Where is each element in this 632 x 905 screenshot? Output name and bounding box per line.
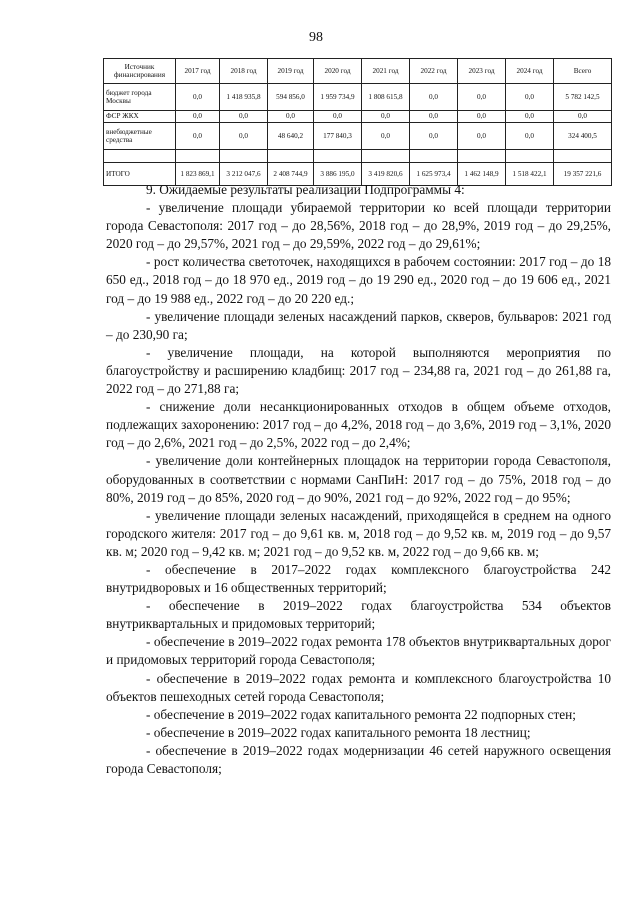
table-header-cell: 2018 год [220,59,268,84]
table-cell: 5 782 142,5 [554,84,612,111]
table-cell: 0,0 [176,123,220,150]
table-cell: 0,0 [458,111,506,123]
table-cell: 1 959 734,9 [314,84,362,111]
list-item: - обеспечение в 2019–2022 годах ремонта 178 объектов внутриквартальных дорог и придомовых территорий города Севастополя; [106,634,611,668]
table-header-cell: Источник финансирования [104,59,176,84]
table-cell: 324 400,5 [554,123,612,150]
list-item: - обеспечение в 2019–2022 годах капитального ремонта 22 подпорных стен; [146,706,576,722]
list-item: - рост количества светоточек, находящихся в рабочем состоянии: 2017 год – до 18 650 ед., 2018 год – до 18 970 ед., 2019 год – до 19 290 ед., 2020 год – до 19 606 ед., 2021 год – до 19 988 ед., 2022 год – до 20 220 ед.; [106,254,611,306]
list-item: - обеспечение в 2019–2022 годах ремонта и комплексного благоустройства 10 объектов пешеходных сетей города Севастополя; [106,670,611,704]
table-cell: 19 357 221,6 [554,163,612,186]
table-cell: 0,0 [458,84,506,111]
results-section [106,181,611,778]
table-cell: 0,0 [220,111,268,123]
table-header-cell: 2020 год [314,59,362,84]
list-item: - снижение доли несанкционированных отходов в общем объеме отходов, подлежащих захоронению: 2017 год – до 4,2%, 2018 год – до 3,6%, 2019 год – 3,1%, 2020 год – до 2,6%, 2021 год – до 2,5%, 2022 год – до 2,4%; [106,399,611,451]
table-cell: 3 886 195,0 [314,163,362,186]
table-header-cell: 2017 год [176,59,220,84]
list-item: - обеспечение в 2017–2022 годах комплексного благоустройства 242 внутридворовых и 16 общественных территорий; [106,561,611,596]
table-cell: 3 419 820,6 [362,163,410,186]
table-cell: 0,0 [176,84,220,111]
list-item: - обеспечение в 2019–2022 годах капитального ремонта 18 лестниц; [146,724,531,740]
table-empty-row [104,150,612,163]
table-header-cell: 2021 год [362,59,410,84]
table-cell: 0,0 [314,111,362,123]
table-header-cell: 2024 год [506,59,554,84]
row-label-cell: бюджет города Москвы [104,84,176,111]
table-row [104,111,612,123]
table-row [104,123,612,150]
row-label-cell: ИТОГО [104,163,176,186]
table-cell: 0,0 [176,111,220,123]
table-cell: 0,0 [458,123,506,150]
table-cell: 0,0 [410,123,458,150]
list-item: - увеличение площади зеленых насаждений парков, скверов, бульваров: 2021 год – до 230,90 га; [106,308,611,342]
table-cell: 1 808 615,8 [362,84,410,111]
table-cell: 0,0 [506,84,554,111]
table-cell: 0,0 [362,123,410,150]
table-cell: 594 856,0 [268,84,314,111]
table-header-row [104,59,612,84]
table-header-cell: Всего [554,59,612,84]
list-item: - увеличение доли контейнерных площадок на территории города Севастополя, оборудованных в соответствии с нормами СанПиН: 2017 год – до 75%, 2018 год – до 80%, 2019 год – до 85%, 2020 год – до 90%, 2021 год – до 92%, 2022 год – до 95%; [106,453,611,505]
table-cell: 0,0 [410,84,458,111]
table-cell: 177 840,3 [314,123,362,150]
table-cell: 1 625 973,4 [410,163,458,186]
table-cell: 1 462 148,9 [458,163,506,186]
table-cell: 0,0 [506,111,554,123]
list-item: - увеличение площади убираемой территории ко всей площади территории города Севастополя: 2017 год – до 28,56%, 2018 год – до 28,9%, 2019 год – до 29,25%, 2020 год – до 29,57%, 2021 год – до 29,59%, 2022 год – до 29,61%; [106,200,611,252]
section-heading: 9. Ожидаемые результаты реализации Подпрограммы 4: [146,182,465,197]
table-cell: 1 418 935,8 [220,84,268,111]
page-number: 98 [309,30,323,45]
table-cell: 48 640,2 [268,123,314,150]
table-cell: 3 212 047,6 [220,163,268,186]
table-row [104,84,612,111]
financing-table [103,58,612,186]
table-cell: 0,0 [410,111,458,123]
list-item: - увеличение площади зеленых насаждений, приходящейся в среднем на одного городского жителя: 2017 год – до 9,61 кв. м, 2018 год – до 9,52 кв. м, 2019 год – до 9,57 кв. м; 2020 год – 9,42 кв. м; 2021 год – до 9,52 кв. м, 2022 год – до 9,66 кв. м; [106,507,611,559]
row-label-cell: ФСР ЖКХ [104,111,176,123]
table-cell: 0,0 [362,111,410,123]
list-item: - обеспечение в 2019–2022 годах модернизации 46 сетей наружного освещения города Севастополя; [106,742,611,776]
table-cell: 1 823 869,1 [176,163,220,186]
table-cell: 0,0 [220,123,268,150]
table-header-cell: 2019 год [268,59,314,84]
row-label-cell: внебюджетные средства [104,123,176,150]
table-cell: 0,0 [268,111,314,123]
table-header-cell: 2022 год [410,59,458,84]
table-cell: 0,0 [554,111,612,123]
table-header-cell: 2023 год [458,59,506,84]
table-cell: 0,0 [506,123,554,150]
list-item: - обеспечение в 2019–2022 годах благоустройства 534 объектов внутриквартальных и придомовых территорий; [106,598,611,632]
table-cell: 1 518 422,1 [506,163,554,186]
list-item: - увеличение площади, на которой выполняются мероприятия по благоустройству и расширению кладбищ: 2017 год – 234,88 га, 2021 год – до 261,88 га, 2022 год – до 271,88 га; [106,344,611,397]
table-cell: 2 408 744,9 [268,163,314,186]
